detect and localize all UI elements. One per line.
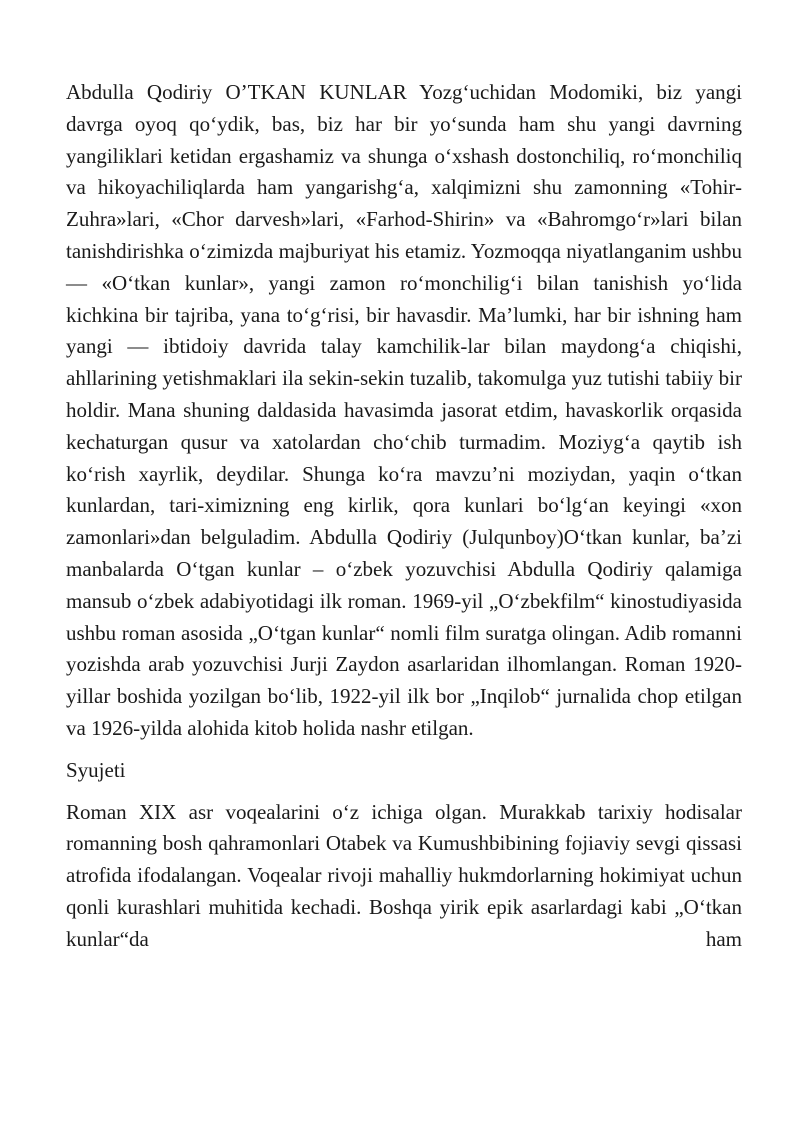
body-paragraph-intro: Abdulla Qodiriy O’TKAN KUNLAR Yozg‘uchidan Modomiki, biz yangi davrga oyoq qo‘ydik, bas, biz har bir yo‘sunda ham shu yangi davrning yangiliklari ketidan ergashamiz va shunga o‘xshash dostonchiliq, ro‘monchiliq va hikoyachiliqlarda ham yangarishg‘a, xalqimizni shu zamonning «Tohir-Zuhra»lari, «Chor darvesh»lari, «Farhod-Shirin» va «Bahromgo‘r»lari bilan tanishdirishka o‘zimizda majburiyat his etamiz. Yozmoqqa niyatlanganim ushbu — «O‘tkan kunlar», yangi zamon ro‘monchilig‘i bilan tanishish yo‘lida kichkina bir tajriba, yana to‘g‘risi, bir havasdir. Ma’lumki, har bir ishning ham yangi — ibtidoiy davrida talay kamchilik-lar bilan maydong‘a chiqishi, ahllarining yetishmaklari ila sekin-sekin tuzalib, takomulga yuz tutishi tabiiy bir holdir. Mana shuning daldasida havasimda jasorat etdim, havaskorlik orqasida kechaturgan qusur va xatolardan cho‘chib turmadim. Moziyg‘a qaytib ish ko‘rish xayrlik, deydilar. Shunga ko‘ra mavzu’ni moziydan, yaqin o‘tkan kunlardan, tari-ximizning eng kirlik, qora kunlari bo‘lg‘an keyingi «xon zamonlari»dan belguladim. Abdulla Qodiriy (Julqunboy)O‘tkan kunlar, ba’zi manbalarda O‘tgan kunlar – o‘zbek yozuvchisi Abdulla Qodiriy qalamiga mansub o‘zbek adabiyotidagi ilk roman. 1969-yil „O‘zbekfilm“ kinostudiyasida ushbu roman asosida „O‘tgan kunlar“ nomli film suratga olingan. Adib romanni yozishda arab yozuvchisi Jurji Zaydon asarlaridan ilhomlangan. Roman 1920-yillar boshida yozilgan bo‘lib, 1922-yil ilk bor „Inqilob“ jurnalida chop etilgan va 1926-yilda alohida kitob holida nashr etilgan. bbox=[66, 80, 742, 740]
body-paragraph-plot: Roman XIX asr voqealarini o‘z ichiga olgan. Murakkab tarixiy hodisalar romanning bosh qahramonlari Otabek va Kumushbibining fojiaviy sevgi qissasi atrofida ifodalangan. Voqealar rivoji mahalliy hukmdorlarning hokimiyat uchun qonli kurashlari muhitida kechadi. Boshqa yirik epik asarlardagi kabi „O‘tkan kunlar“da ham bbox=[66, 799, 742, 951]
document-page bbox=[66, 77, 742, 966]
section-heading-syujeti: Syujeti bbox=[66, 757, 126, 782]
